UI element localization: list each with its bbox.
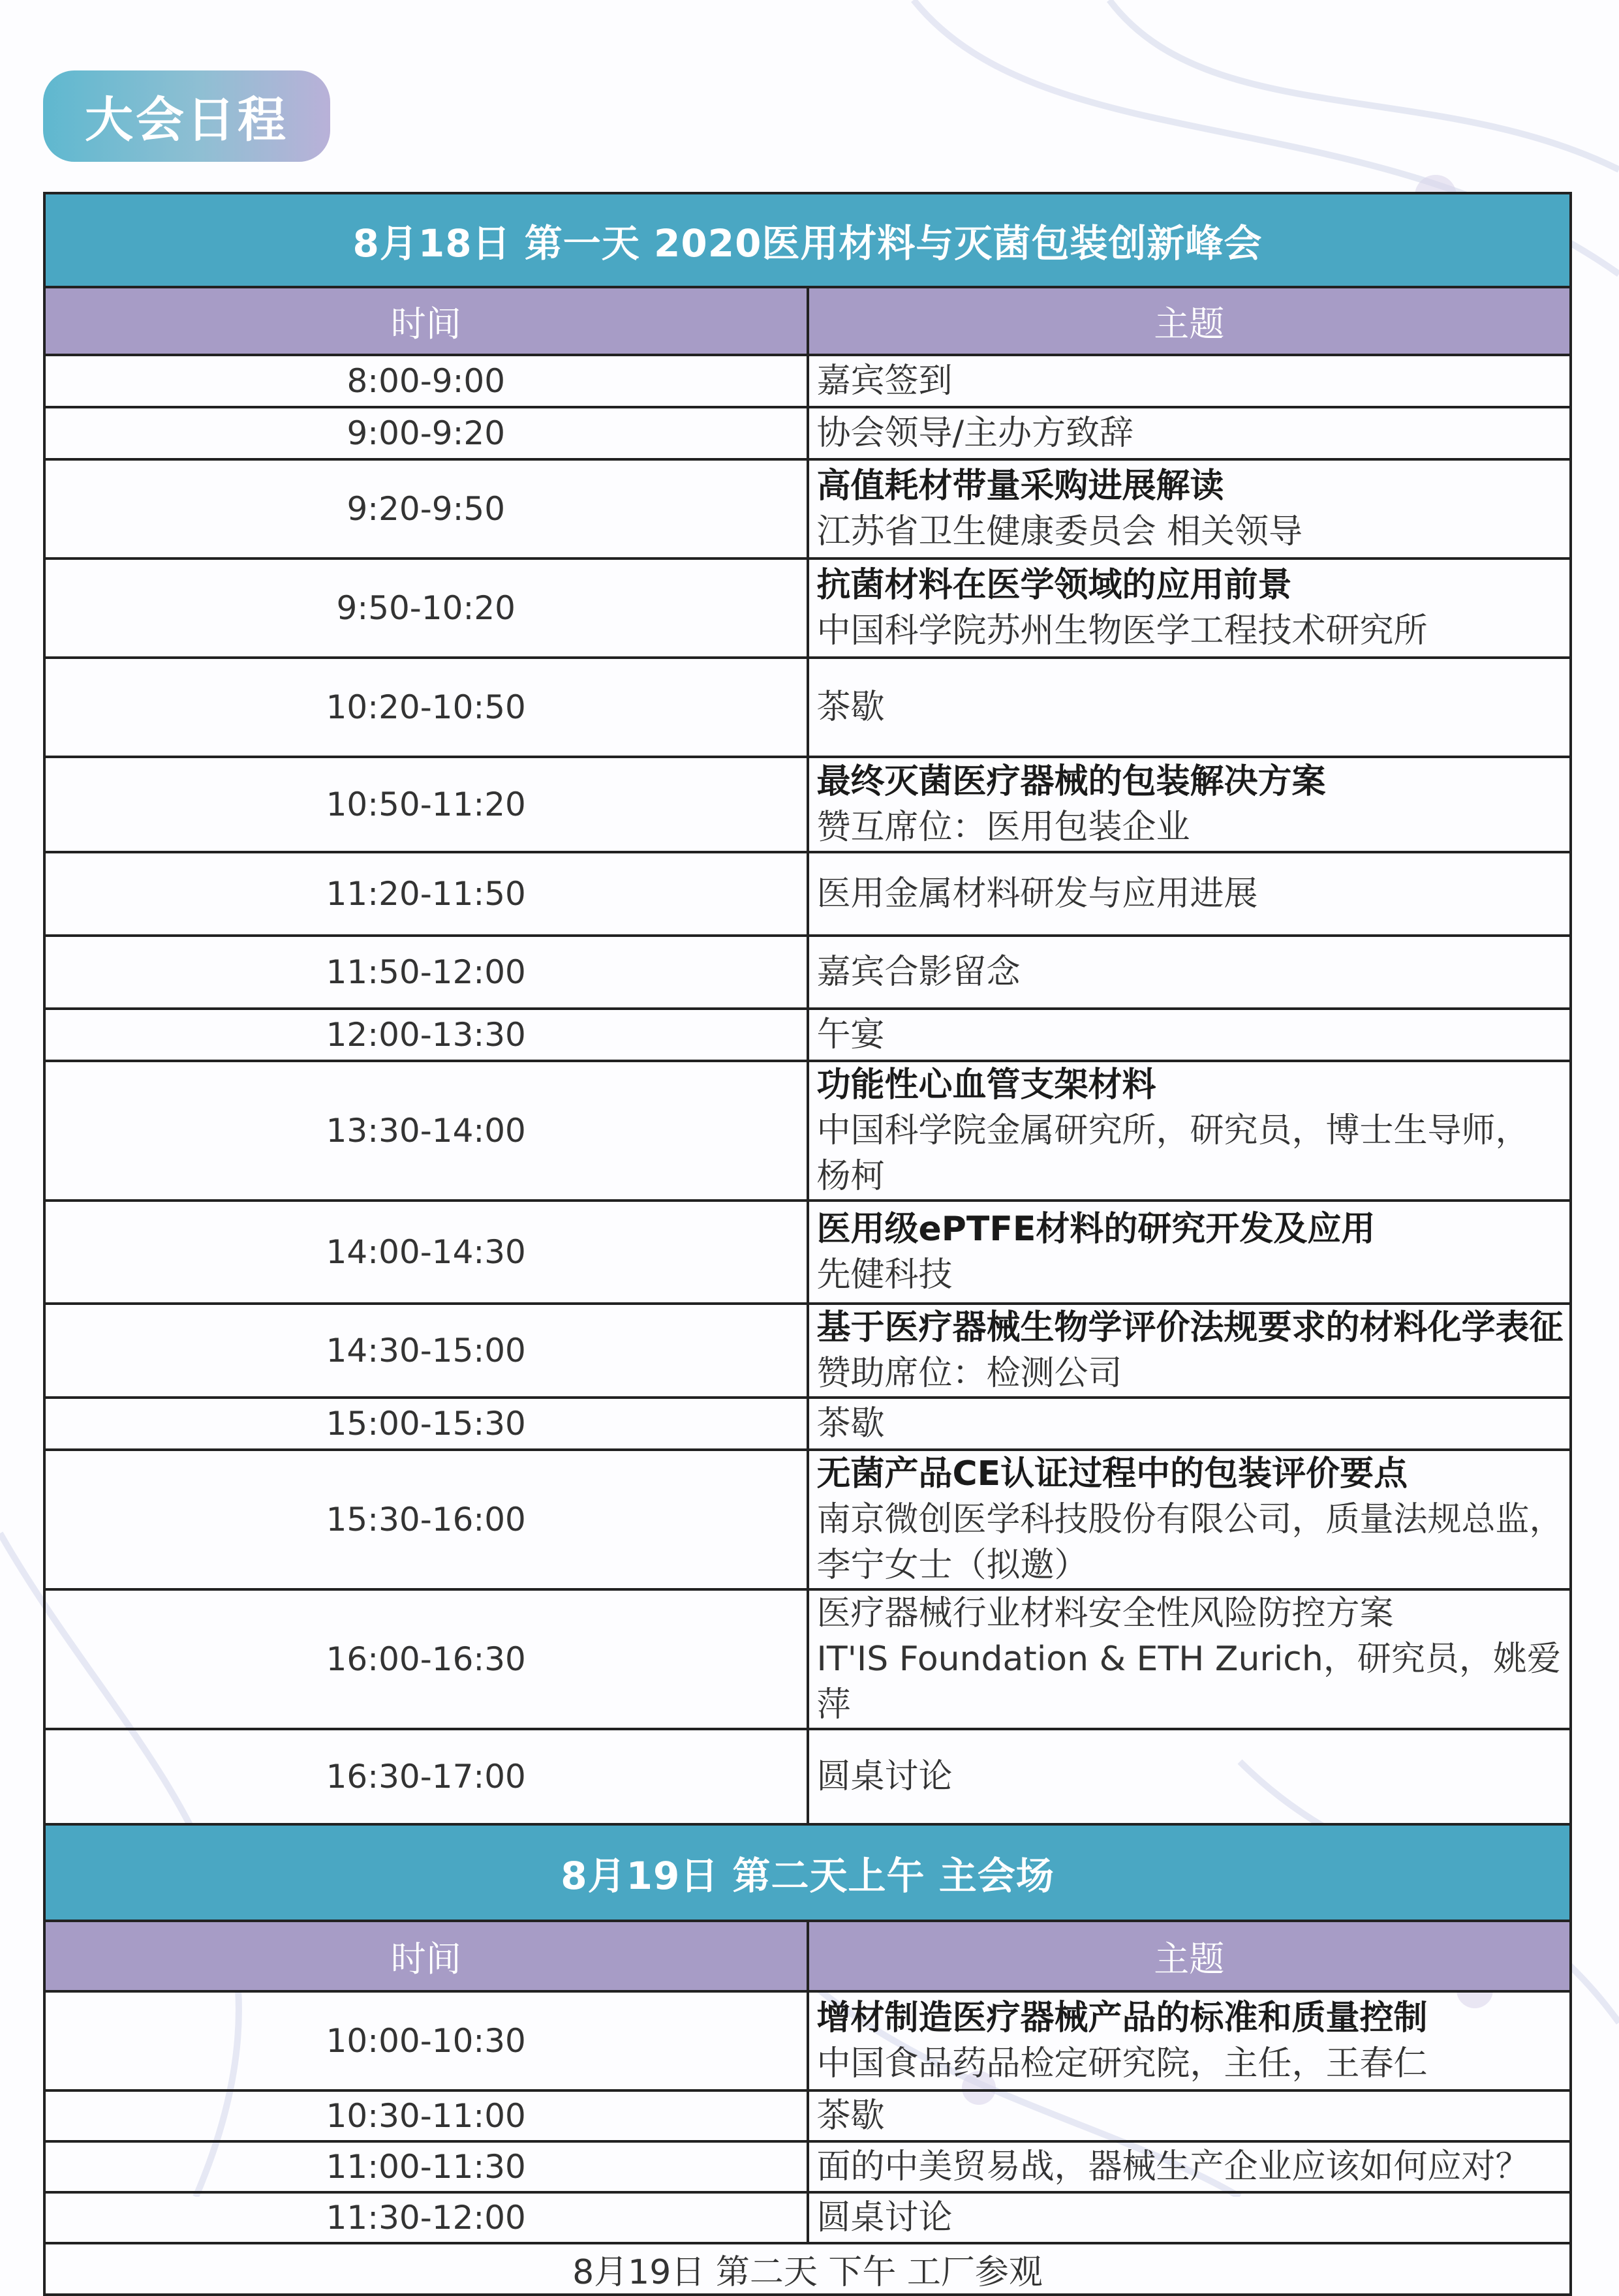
session-topic	[808, 1201, 1571, 1304]
schedule-table	[43, 192, 1572, 2296]
session-title: 协会领导/主办方致辞	[816, 414, 1134, 453]
session-title: 医用级ePTFE材料的研究开发及应用	[816, 1210, 1376, 1249]
session-time: 11:00-11:30	[44, 2141, 808, 2192]
schedule-row	[44, 1009, 1571, 1061]
schedule-row	[44, 355, 1571, 407]
session-topic	[808, 355, 1571, 407]
schedule-row	[44, 407, 1571, 459]
session-speaker: 赞互席位：医用包装企业	[816, 808, 1190, 847]
session-title: 医疗器械行业材料安全性风险防控方案	[816, 1594, 1394, 1633]
session-time: 8:00-9:00	[44, 355, 808, 407]
session-title: 茶歇	[816, 1404, 885, 1443]
session-time: 11:50-12:00	[44, 936, 808, 1009]
session-title: 功能性心血管支架材料	[816, 1065, 1156, 1105]
session-time: 11:30-12:00	[44, 2192, 808, 2243]
session-topic	[808, 459, 1571, 559]
session-title: 无菌产品CE认证过程中的包装评价要点	[816, 1454, 1408, 1493]
afternoon-visit-row	[44, 2243, 1571, 2295]
session-time: 16:00-16:30	[44, 1589, 808, 1729]
session-speaker: 中国科学院苏州生物医学工程技术研究所	[816, 611, 1428, 651]
session-time: 13:30-14:00	[44, 1061, 808, 1201]
session-title: 高值耗材带量采购进展解读	[816, 467, 1224, 506]
session-topic	[808, 1304, 1571, 1398]
schedule-row	[44, 852, 1571, 936]
schedule-row	[44, 1450, 1571, 1589]
column-header-topic: 主题	[808, 1921, 1571, 1991]
session-speaker: 中国食品药品检定研究院，主任，王春仁	[816, 2044, 1428, 2083]
afternoon-visit-note: 8月19日 第二天 下午 工厂参观	[44, 2243, 1571, 2295]
session-time: 9:20-9:50	[44, 459, 808, 559]
session-topic	[808, 1398, 1571, 1450]
session-time: 11:20-11:50	[44, 852, 808, 936]
session-time: 12:00-13:30	[44, 1009, 808, 1061]
session-title: 茶歇	[816, 2096, 885, 2135]
session-title: 基于医疗器械生物学评价法规要求的材料化学表征	[816, 1308, 1564, 1347]
session-time: 10:00-10:30	[44, 1991, 808, 2090]
session-speaker: 赞助席位：检测公司	[816, 1354, 1122, 1393]
schedule-row	[44, 1201, 1571, 1304]
session-topic	[808, 1450, 1571, 1589]
session-title: 午宴	[816, 1015, 885, 1054]
schedule-row	[44, 1061, 1571, 1201]
schedule-row	[44, 2141, 1571, 2192]
session-title: 最终灭菌医疗器械的包装解决方案	[816, 762, 1326, 801]
schedule-row	[44, 936, 1571, 1009]
session-speaker: 先健科技	[816, 1255, 953, 1294]
schedule-row	[44, 559, 1571, 658]
session-time: 14:30-15:00	[44, 1304, 808, 1398]
session-topic	[808, 757, 1571, 852]
session-speaker: 江苏省卫生健康委员会 相关领导	[816, 512, 1303, 551]
session-topic	[808, 658, 1571, 757]
session-topic	[808, 852, 1571, 936]
session-title: 圆桌讨论	[816, 1757, 953, 1796]
session-topic	[808, 1991, 1571, 2090]
session-topic	[808, 1009, 1571, 1061]
session-speaker: IT'IS Foundation & ETH Zurich，研究员，姚爱萍	[816, 1640, 1561, 1724]
session-topic	[808, 2090, 1571, 2141]
column-header-time: 时间	[44, 287, 808, 355]
schedule-row	[44, 1398, 1571, 1450]
session-topic	[808, 936, 1571, 1009]
session-topic	[808, 1061, 1571, 1201]
session-time: 15:00-15:30	[44, 1398, 808, 1450]
column-header-time: 时间	[44, 1921, 808, 1991]
session-time: 9:50-10:20	[44, 559, 808, 658]
session-time: 10:30-11:00	[44, 2090, 808, 2141]
schedule-row	[44, 1729, 1571, 1824]
schedule-row	[44, 2090, 1571, 2141]
day-header-row	[44, 193, 1571, 287]
session-title: 抗菌材料在医学领域的应用前景	[816, 566, 1292, 605]
session-time: 14:00-14:30	[44, 1201, 808, 1304]
session-topic	[808, 1589, 1571, 1729]
schedule-row	[44, 757, 1571, 852]
day-header: 8月18日 第一天 2020医用材料与灭菌包装创新峰会	[44, 193, 1571, 287]
session-topic	[808, 2141, 1571, 2192]
column-header-topic: 主题	[808, 287, 1571, 355]
day-header-row	[44, 1824, 1571, 1921]
session-title: 嘉宾合影留念	[816, 953, 1021, 992]
session-topic	[808, 559, 1571, 658]
session-title: 面的中美贸易战，器械生产企业应该如何应对？	[816, 2147, 1530, 2186]
session-title: 圆桌讨论	[816, 2198, 953, 2237]
session-topic	[808, 1729, 1571, 1824]
session-title: 嘉宾签到	[816, 361, 953, 401]
session-title: 医用金属材料研发与应用进展	[816, 874, 1258, 913]
session-title: 茶歇	[816, 688, 885, 727]
session-topic	[808, 407, 1571, 459]
schedule-row	[44, 459, 1571, 559]
session-time: 16:30-17:00	[44, 1729, 808, 1824]
schedule-row	[44, 1304, 1571, 1398]
session-topic	[808, 2192, 1571, 2243]
column-header-row	[44, 287, 1571, 355]
schedule-row	[44, 2192, 1571, 2243]
day-header: 8月19日 第二天上午 主会场	[44, 1824, 1571, 1921]
schedule-row	[44, 1589, 1571, 1729]
column-header-row	[44, 1921, 1571, 1991]
session-time: 10:50-11:20	[44, 757, 808, 852]
page-title-badge: 大会日程	[43, 70, 330, 162]
session-speaker: 中国科学院金属研究所，研究员，博士生导师， 杨柯	[816, 1111, 1530, 1196]
schedule-row	[44, 1991, 1571, 2090]
session-time: 10:20-10:50	[44, 658, 808, 757]
schedule-row	[44, 658, 1571, 757]
session-time: 15:30-16:00	[44, 1450, 808, 1589]
session-speaker: 南京微创医学科技股份有限公司，质量法规总监，李宁女士（拟邀）	[816, 1500, 1564, 1585]
session-time: 9:00-9:20	[44, 407, 808, 459]
session-title: 增材制造医疗器械产品的标准和质量控制	[816, 1998, 1428, 2038]
